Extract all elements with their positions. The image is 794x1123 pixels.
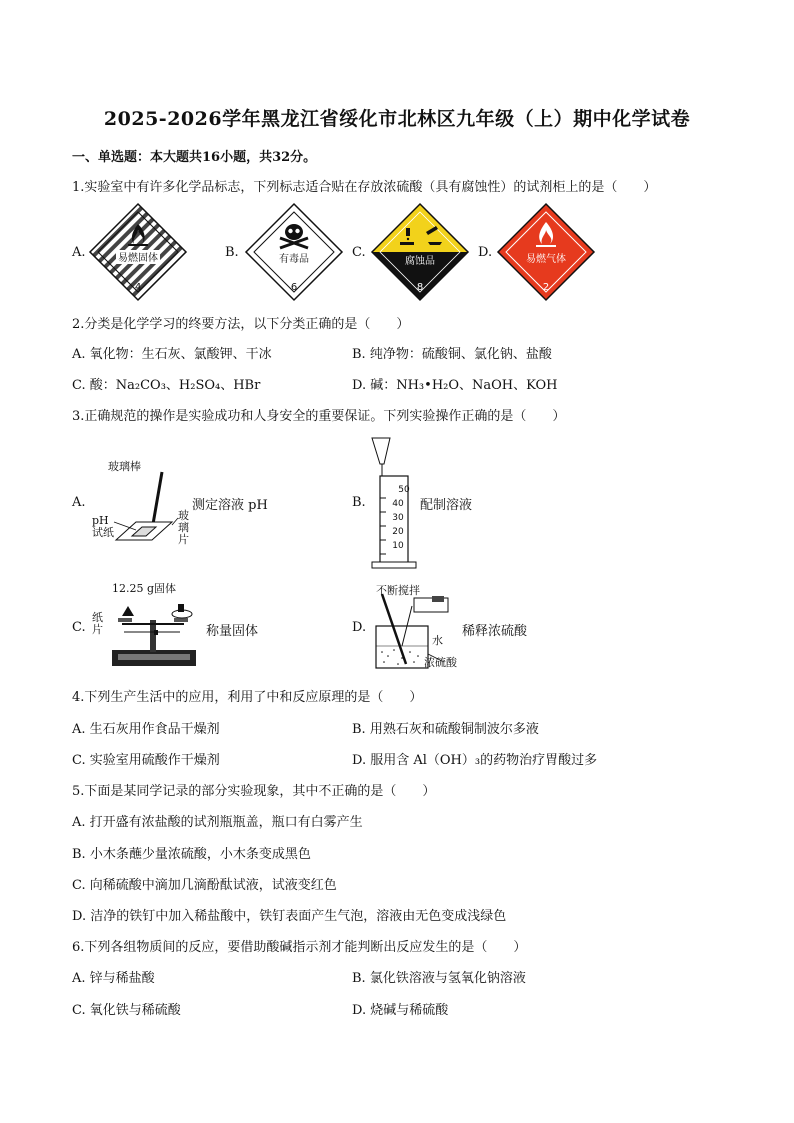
q3-option-d-letter: D. xyxy=(352,620,367,635)
q1-option-b-letter: B. xyxy=(225,245,239,260)
q1-option-b-sign-label: 有毒品 xyxy=(279,254,309,265)
q5-option-c: C. 向稀硫酸中滴加几滴酚酞试液，试液变红色 xyxy=(72,878,337,893)
q1-option-a-letter: A. xyxy=(72,245,86,260)
q1-option-c-sign-label: 腐蚀品 xyxy=(405,256,435,267)
q1-option-a-num: 4 xyxy=(134,282,142,293)
question-5-stem: 5.下面是某同学记录的部分实验现象，其中不正确的是（ ） xyxy=(72,784,436,799)
q2-option-a: A. 氧化物：生石灰、氯酸钾、干冰 xyxy=(72,347,272,362)
q1-option-c-num: 8 xyxy=(416,282,424,293)
q3-c-solid-label: 12.25 g固体 xyxy=(112,582,177,595)
q6-option-b: B. 氯化铁溶液与氢氧化钠溶液 xyxy=(352,971,526,986)
question-1-stem: 1.实验室中有许多化学品标志，下列标志适合贴在存放浓硫酸（具有腐蚀性）的试剂柜上的是（ ） xyxy=(72,180,657,195)
q1-option-d-num: 2 xyxy=(542,282,550,293)
q4-option-c: C. 实验室用硫酸作干燥剂 xyxy=(72,753,220,768)
q3-a-caption: 测定溶液 pH xyxy=(192,498,268,513)
q6-option-d: D. 烧碱与稀硫酸 xyxy=(352,1003,449,1018)
question-4-stem: 4.下列生产生活中的应用，利用了中和反应原理的是（ ） xyxy=(72,690,423,705)
q3-d-acid-label: 浓硫酸 xyxy=(424,656,457,669)
cylinder-tick-label: 40 xyxy=(392,499,404,509)
q4-option-d: D. 服用含 Al（OH）₃的药物治疗胃酸过多 xyxy=(352,753,598,768)
q5-option-a: A. 打开盛有浓盐酸的试剂瓶瓶盖，瓶口有白雾产生 xyxy=(72,815,363,830)
q1-option-d-letter: D. xyxy=(478,245,493,260)
corrosive-sign-icon xyxy=(370,202,470,302)
q3-a-paper-label: pH试纸 xyxy=(92,514,114,539)
q1-option-c-letter: C. xyxy=(352,245,366,260)
section-heading: 一、单选题：本大题共16小题，共32分。 xyxy=(72,150,317,165)
q6-option-a: A. 锌与稀盐酸 xyxy=(72,971,155,986)
q2-option-b: B. 纯净物：硫酸铜、氯化钠、盐酸 xyxy=(352,347,552,362)
q4-option-a: A. 生石灰用作食品干燥剂 xyxy=(72,722,220,737)
cylinder-tick-label: 10 xyxy=(392,541,404,551)
q3-option-b-letter: B. xyxy=(352,495,366,510)
q3-c-caption: 称量固体 xyxy=(206,624,259,639)
cylinder-tick-label: 30 xyxy=(392,513,404,523)
q6-option-c: C. 氧化铁与稀硫酸 xyxy=(72,1003,181,1018)
q1-option-b-num: 6 xyxy=(290,282,298,293)
ph-test-apparatus-icon xyxy=(110,470,180,550)
cylinder-tick-label: 50 xyxy=(398,485,410,495)
cylinder-tick-label: 20 xyxy=(392,527,404,537)
question-6-stem: 6.下列各组物质间的反应，要借助酸碱指示剂才能判断出反应发生的是（ ） xyxy=(72,940,527,955)
balance-scale-icon xyxy=(104,594,200,672)
q3-b-caption: 配制溶液 xyxy=(420,498,473,513)
q3-option-c-letter: C. xyxy=(72,620,86,635)
q2-option-c: C. 酸：Na₂CO₃、H₂SO₄、HBr xyxy=(72,378,261,393)
q1-option-d-sign-label: 易燃气体 xyxy=(526,254,566,265)
flammable-gas-sign-icon xyxy=(496,202,596,302)
question-3-stem: 3.正确规范的操作是实验成功和人身安全的重要保证。下列实验操作正确的是（ ） xyxy=(72,409,566,424)
q3-d-caption: 稀释浓硫酸 xyxy=(462,624,528,639)
q5-option-d: D. 洁净的铁钉中加入稀盐酸中，铁钉表面产生气泡，溶液由无色变成浅绿色 xyxy=(72,909,507,924)
q3-d-stir-label: 不断搅拌 xyxy=(376,584,420,597)
q3-c-paper-label: 纸片 xyxy=(92,611,103,636)
q1-option-a-sign-label: 易燃固体 xyxy=(118,253,158,264)
q2-option-d: D. 碱：NH₃•H₂O、NaOH、KOH xyxy=(352,378,558,393)
question-2-stem: 2.分类是化学学习的终要方法，以下分类正确的是（ ） xyxy=(72,317,410,332)
page-title: 2025-2026学年黑龙江省绥化市北林区九年级（上）期中化学试卷 xyxy=(103,108,691,130)
toxic-sign-icon xyxy=(244,202,344,302)
q3-option-a-letter: A. xyxy=(72,495,86,510)
q3-a-rod-label: 玻璃棒 xyxy=(108,460,141,473)
q5-option-b: B. 小木条蘸少量浓硫酸，小木条变成黑色 xyxy=(72,847,311,862)
graduated-cylinder-icon xyxy=(368,436,418,570)
q3-d-water-label: 水 xyxy=(432,634,443,647)
flammable-solid-sign-icon xyxy=(88,202,188,302)
q4-option-b: B. 用熟石灰和硫酸铜制波尔多液 xyxy=(352,722,539,737)
q3-a-glass-label: 玻璃片 xyxy=(178,509,189,546)
